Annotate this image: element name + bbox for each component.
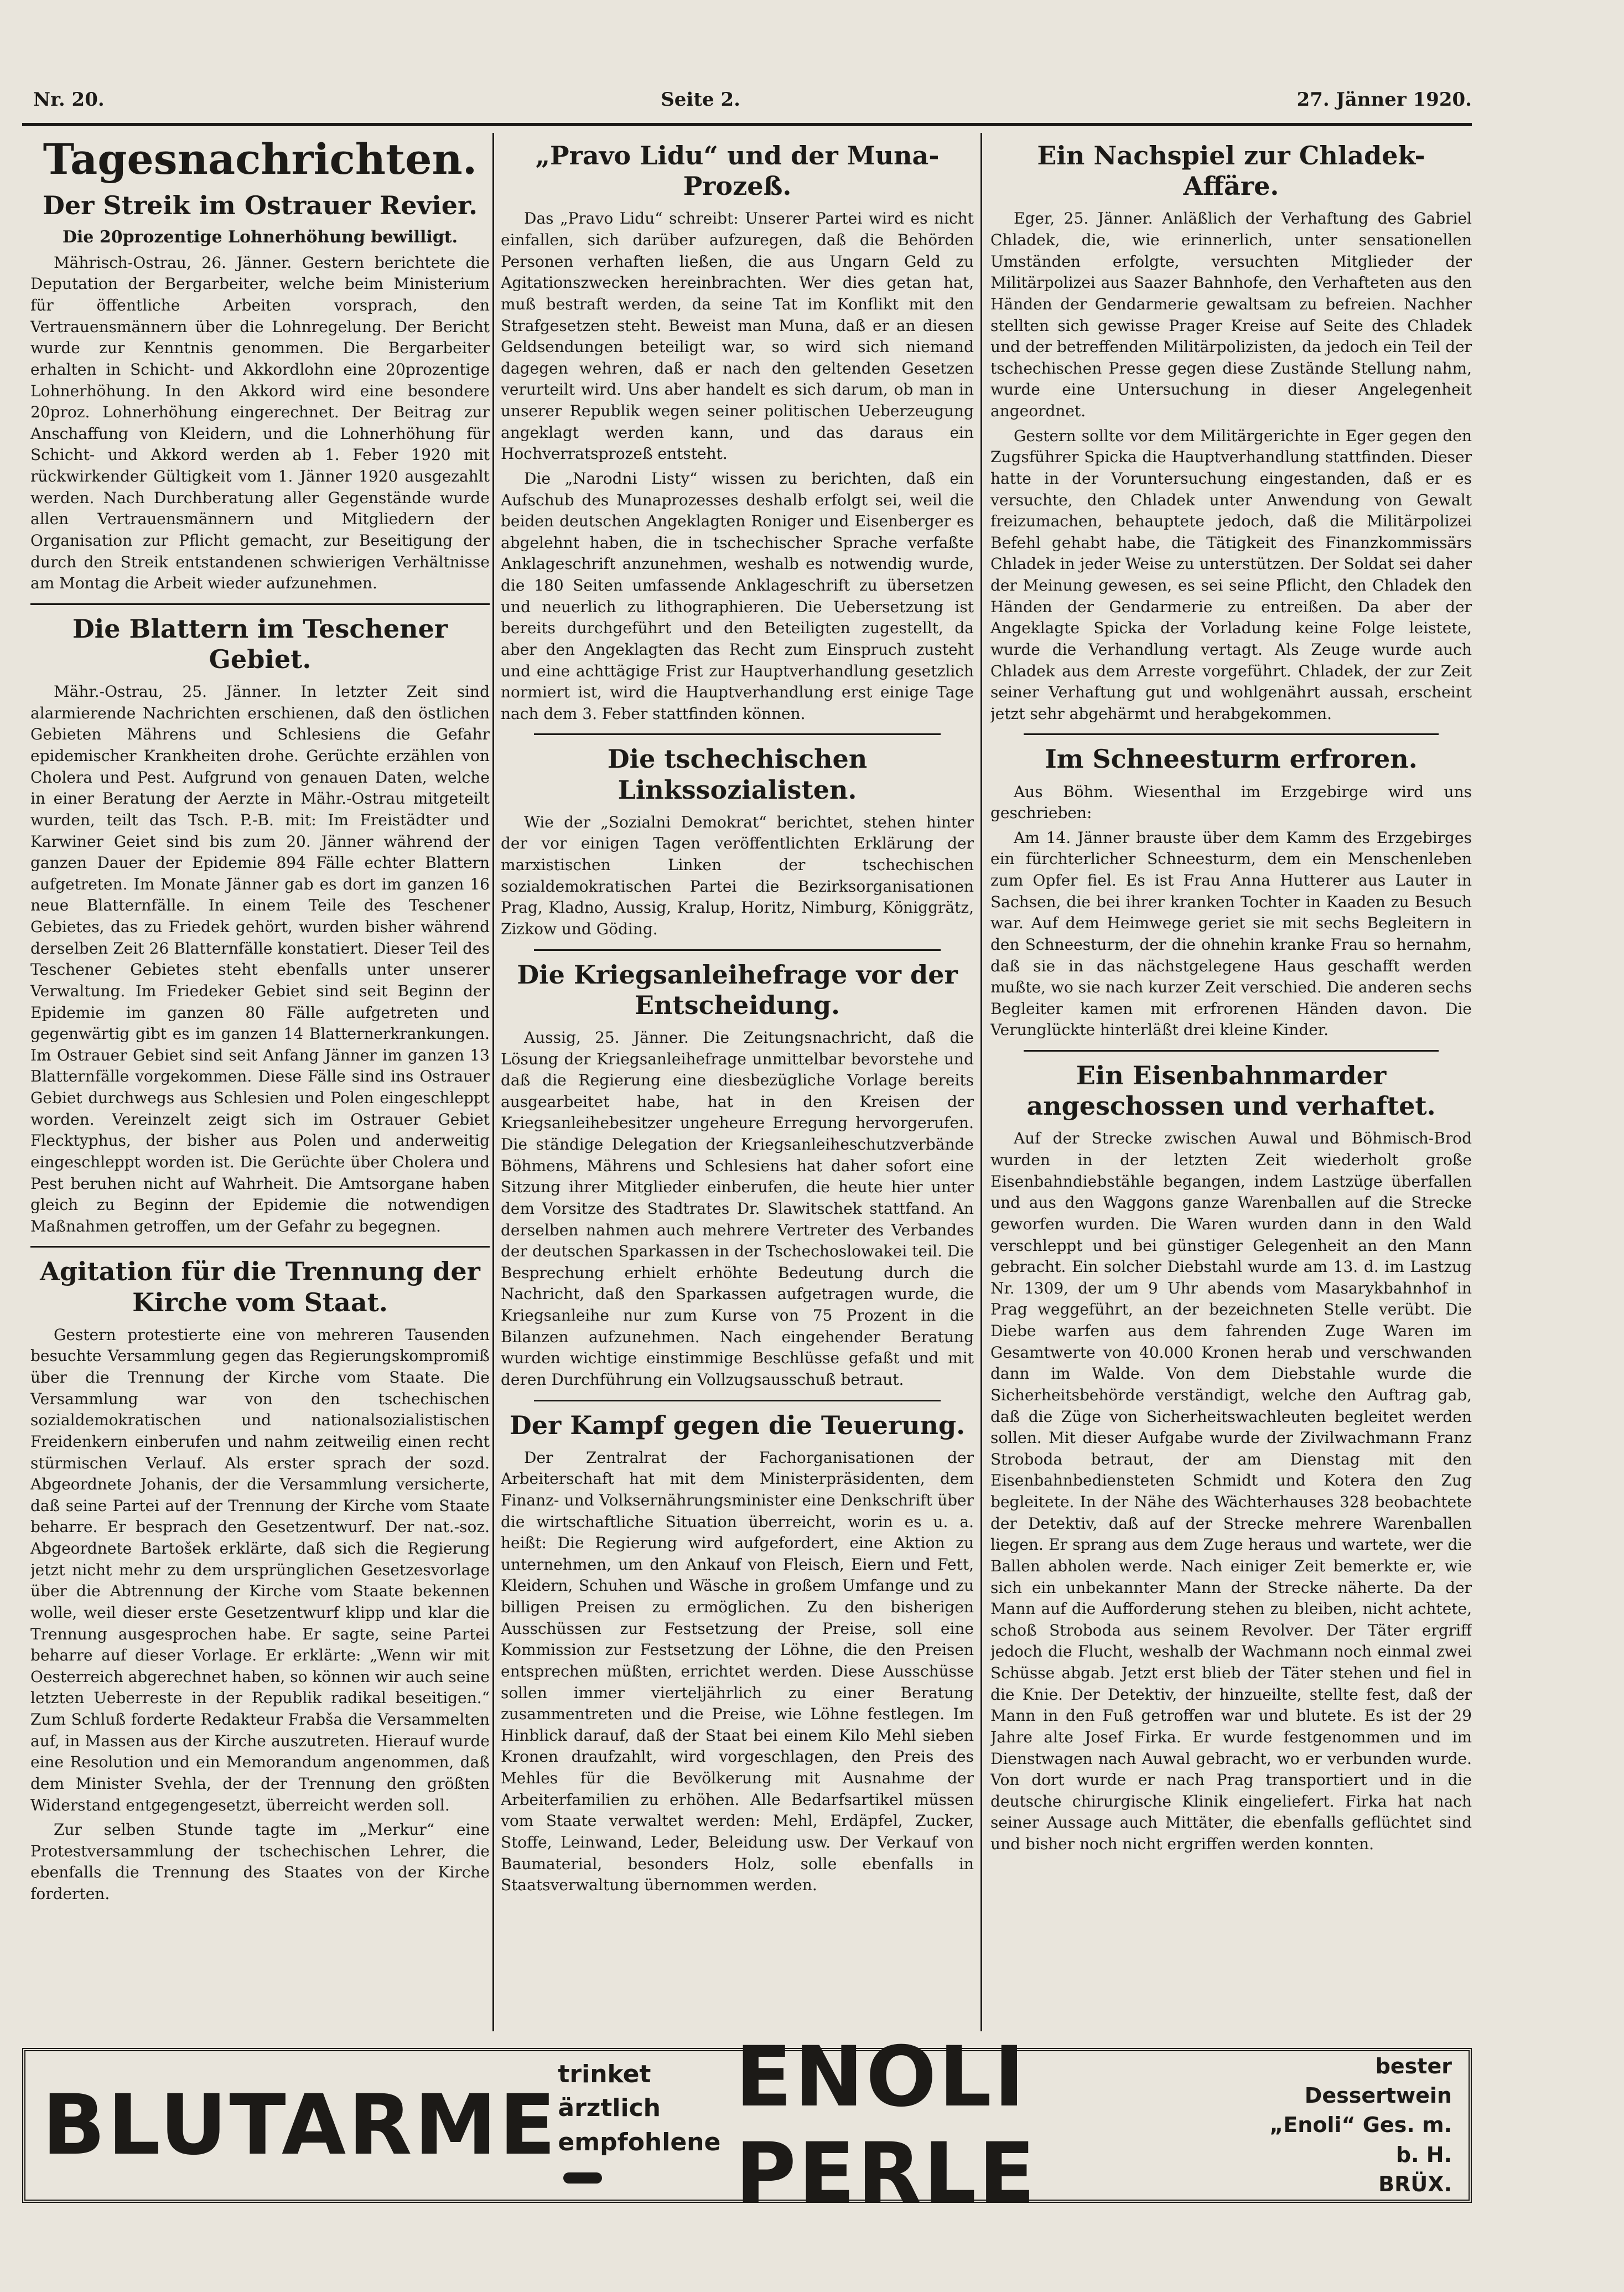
article-title: Im Schneesturm erfroren. bbox=[1045, 744, 1418, 774]
article-separator bbox=[1024, 1050, 1439, 1052]
article-separator bbox=[30, 603, 490, 605]
article-title: Ein Eisenbahnmarder angeschossen und verhaftet. bbox=[1026, 1060, 1436, 1121]
article-paragraph: Wie der „Sozialni Demokrat“ berichtet, stehen hinter der vor einigen Tagen veröffentlichten Erklärung der marxistischen Linken der tschechischen sozialdemokratischen Partei die Bezirksorganisationen Prag, Kladno, Aussig, Kralup, Horitz, Nimburg, Königgrätz, Zizkow und Göding. bbox=[501, 813, 974, 938]
ad-product-name: ENOLI PERLE bbox=[735, 2029, 1037, 2222]
ad-company-line: „Enoli“ Ges. m. b. H. bbox=[1269, 2113, 1452, 2167]
article-subtitle: Die 20prozentige Lohnerhöhung bewilligt. bbox=[62, 227, 458, 247]
article-paragraph: Eger, 25. Jänner. Anläßlich der Verhaftung des Gabriel Chladek, die, wie erinnerlich, unter sensationellen Umständen erfolgte, versuchten Mitglieder der Militärpolizei aus Saazer Bahnhofe, den Verhafteten aus den Händen der Gendarmerie gewaltsam zu befreien. Nachher stellten sich gewisse Prager Kreise auf Seite des Chladek und der betreffenden Militärpolizisten, da jedoch ein Teil der tschechischen Presse gegen diese Zustände Stellung nahm, wurde eine Untersuchung in dieser Angelegenheit angeordnet. bbox=[990, 209, 1472, 420]
ad-company bbox=[1249, 2052, 1452, 2199]
advertisement-banner bbox=[22, 2029, 1472, 2222]
article-paragraph: Das „Pravo Lidu“ schreibt: Unserer Partei wird es nicht einfallen, sich darüber aufzuregen, daß die Behörden Personen verhaften ließen, die aus Ungarn Geld zu Agitationszwecken hereinbrachten. Wer dies getan hat, muß bestraft werden, da seine Tat im Konflikt mit den Strafgesetzen steht. Beweist man Muna, daß er an diesen Geldsendungen beteiligt war, so wird sich niemand dagegen wehren, daß er nach den geltenden Gesetzen verurteilt wird. Uns aber handelt es sich darum, ob man in unserer Republik wegen seiner politischen Ueberzeugung angeklagt werden kann, und das daraus ein Hochverratsprozeß entsteht. bbox=[501, 209, 974, 463]
article-separator bbox=[534, 949, 941, 951]
issue-number: Nr. 20. bbox=[33, 89, 105, 111]
article-paragraph: Mährisch-Ostrau, 26. Jänner. Gestern berichtete die Deputation der Bergarbeiter, welche beim Ministerium für öffentliche Arbeiten vorsprach, den Vertrauensmännern über die Lohnregelung. Der Bericht wurde zur Kenntnis genommen. Die Bergarbeiter erhalten in Schicht- und Akkordlohn eine 20prozentige Lohnerhöhung. In den Akkord wird eine besondere 20proz. Lohnerhöhung eingerechnet. Der Beitrag zur Anschaffung von Kleidern, und die Lohnerhöhung für Schicht- und Akkord werden ab 1. Feber 1920 mit rückwirkender Gültigkeit vom 1. Jänner 1920 ausgezahlt werden. Nach Durchberatung aller Gegenstände wurde allen Vertrauensmännern und Mitgliedern der Organisation zur Pflicht gemacht, zur Beseitigung der durch den Streik entstandenen schwierigen Verhältnisse am Montag die Arbeit wieder aufzunehmen. bbox=[30, 253, 490, 593]
top-rule bbox=[22, 123, 1472, 126]
article-paragraph: Gestern sollte vor dem Militärgerichte in Eger gegen den Zugsführer Spicka die Hauptverhandlung stattfinden. Dieser hatte in der Voruntersuchung eingestanden, daß er es versuchte, den Chladek unter Anwendung von Gewalt freizumachen, behauptete jedoch, daß die Militärpolizei Befehl gehabt habe, die Tätigkeit des Finanzkommissärs Chladek in jeder Weise zu unterstützen. Der Soldat sei daher der Meinung gewesen, es sei seine Pflicht, den Chladek den Händen der Gendarmerie zu entreißen. Da aber der Angeklagte Spicka der Vorladung keine Folge leistete, wurde die Verhandlung vertagt. Als Zeuge wurde auch Chladek aus dem Arreste vorgeführt. Chladek, der zur Zeit seiner Verhaftung gut und wohlgenährt aussah, erscheint jetzt sehr abgehärmt und herabgekommen. bbox=[990, 426, 1472, 723]
article-title: Ein Nachspiel zur Chladek-Affäre. bbox=[1037, 141, 1425, 201]
article-title: Die Kriegsanleihefrage vor der Entscheidung. bbox=[517, 959, 958, 1020]
article-title: Die tschechischen Linkssozialisten. bbox=[607, 744, 868, 805]
article-separator bbox=[1024, 733, 1439, 735]
column-2 bbox=[501, 133, 974, 2031]
article-paragraph: Auf der Strecke zwischen Auwal und Böhmisch-Brod wurden in der letzten Zeit wiederholt große Eisenbahndiebstähle begangen, indem Lastzüge überfallen und aus den Waggons ganze Warenballen auf die Strecke geworfen wurden. Die Waren wurden dann in den Wald verschleppt und bei günstiger Gelegenheit an den Mann gebracht. Ein solcher Diebstahl wurde am 13. d. im Lastzug Nr. 1309, der um 9 Uhr abends vom Masarykbahnhof in Prag weggeführt, an der bezeichneten Stelle verübt. Die Diebe warfen aus dem fahrenden Zuge Waren im Gesamtwerte von 40.000 Kronen herab und verschwanden dann im Walde. Von dem Diebstahle wurde die Sicherheitsbehörde verständigt, welche den Auftrag gab, daß die Züge von Sicherheitswachleuten begleitet werden sollen. Mit dieser Aufgabe wurde der Zivilwachmann Franz Stroboda betraut, der am Dienstag mit den Eisenbahnbediensteten Schmidt und Kotera den Zug begleitete. In der Nähe des Wächterhauses 328 beobachtete der Detektiv, daß auf der Strecke mehrere Warenballen liegen. Er sprang aus dem Zuge heraus und wartete, wer die Ballen abholen werde. Nach einiger Zeit bemerkte er, wie sich ein unbekannter Mann der Strecke näherte. Da der Mann auf die Aufforderung stehen zu bleiben, nicht achtete, schoß Stroboda aus seinem Revolver. Der Täter ergriff jedoch die Flucht, weshalb der Wachmann noch einmal zwei Schüsse abgab. Jetzt erst blieb der Täter stehen und fiel in die Knie. Der Detektiv, der hinzueilte, stellte fest, daß der Mann in den Fuß getroffen war und blutete. Es ist der 29 Jahre alte Josef Firka. Er wurde festgenommen und im Dienstwagen nach Auwal gebracht, wo er verbunden wurde. Von dort wurde er nach Prag transportiert und in die deutsche chirurgische Klinik eingeliefert. Firka hat nach seiner Aussage auch Mittäter, die ebenfalls geflüchtet sind und bisher noch nicht ergriffen werden konnten. bbox=[990, 1129, 1472, 1854]
ad-company-line: bester Dessertwein bbox=[1304, 2054, 1452, 2108]
ad-company-line: BRÜX. bbox=[1378, 2171, 1452, 2196]
column-divider bbox=[980, 133, 982, 2031]
column-1 bbox=[30, 133, 490, 2031]
article-title: Der Streik im Ostrauer Revier. bbox=[42, 190, 478, 220]
section-title: Tagesnachrichten. bbox=[43, 134, 478, 184]
page-number: Seite 2. bbox=[661, 89, 741, 111]
article-paragraph: Aussig, 25. Jänner. Die Zeitungsnachricht, daß die Lösung der Kriegsanleihefrage unmittelbar bevorstehe und daß die Regierung eine diesbezügliche Vorlage bereits ausgearbeitet habe, hat in den Kreisen der Kriegsanleihebesitzer ungeheure Erregung hervorgerufen. Die ständige Delegation der Kriegsanleiheschutzverbände Böhmens, Mährens und Schlesiens hat daher sofort eine Sitzung ihrer Mitglieder einberufen, die heute hier unter dem Vorsitze des Stadtrates Dr. Slawitschek stattfand. An derselben nahmen auch mehrere Vertreter des Verbandes der deutschen Sparkassen in der Tschechoslowakei teil. Die Besprechung erhielt erhöhte Bedeutung durch die Nachricht, daß den Sparkassen aufgetragen wurde, die Kriegsanleihe nur zum Kurse von 75 Prozent in die Bilanzen aufzunehmen. Nach eingehender Beratung wurden wichtige einstimmige Beschlüsse gefaßt und mit deren Durchführung ein Vollzugsausschuß betraut. bbox=[501, 1028, 974, 1389]
column-divider bbox=[492, 133, 494, 2031]
article-separator bbox=[534, 1400, 941, 1401]
column-3 bbox=[990, 133, 1472, 2031]
ad-tagline-line: trinket ärztlich bbox=[558, 2060, 661, 2123]
masthead bbox=[33, 77, 1472, 122]
article-title: Die Blattern im Teschener Gebiet. bbox=[72, 613, 448, 674]
pointing-hand-icon bbox=[563, 2172, 602, 2184]
article-paragraph: Der Zentralrat der Fachorganisationen der Arbeiterschaft hat mit dem Ministerpräsidenten, dem Finanz- und Volksernährungsminister eine Denkschrift über die wirtschaftliche Situation überreicht, worin es u. a. heißt: Die Regierung wird aufgefordert, eine Aktion zu unternehmen, um den Ankauf von Fleisch, Eiern und Fett, Kleidern, Schuhen und Wäsche in großem Umfange und zu billigen Preisen zu ermöglichen. Zu den bisherigen Ausschüssen zur Festsetzung der Preise, soll eine Kommission zur Festsetzung der Löhne, die den Preisen entsprechen müßten, errichtet werden. Diese Ausschüsse sollen immer vierteljährlich zu einer Beratung zusammentreten und die Preise, wie Löhne festlegen. Im Hinblick darauf, daß der Staat bei einem Kilo Mehl sieben Kronen draufzahlt, wird vorgeschlagen, den Preis des Mehles für die Bevölkerung mit Ausnahme der Arbeiterfamilien zu erhöhen. Alle Bedarfsartikel müssen vom Staate verwaltet werden: Mehl, Erdäpfel, Zucker, Stoffe, Leinwand, Leder, Beleidung usw. Der Verkauf von Baumaterial, besonders Holz, solle ebenfalls in Staatsverwaltung übernommen werden. bbox=[501, 1448, 974, 1895]
ad-tagline-text: empfohlene bbox=[558, 2128, 721, 2156]
article-title: Agitation für die Trennung der Kirche vom Staat. bbox=[40, 1256, 480, 1317]
article-paragraph: Aus Böhm. Wiesenthal im Erzgebirge wird uns geschrieben: bbox=[990, 782, 1472, 822]
ad-headline: BLUTARME bbox=[42, 2077, 558, 2174]
article-paragraph: Am 14. Jänner brauste über dem Kamm des Erzgebirges ein fürchterlicher Schneesturm, dem ein Menschenleben zum Opfer fiel. Es ist Frau Anna Hutterer aus Lauter in Sachsen, die bei ihrer kranken Tochter in Kaaden zu Besuch war. Auf dem Heimwege geriet sie mit sechs Begleitern in den Schneesturm, der die ohnehin kranke Frau so hernahm, daß sie in das nächstgelegene Haus geschafft werden mußte, wo sie nach kurzer Zeit verschied. Die anderen sechs Begleiter kamen mit erfrorenen Händen davon. Die Verunglückte hinterläßt drei kleine Kinder. bbox=[990, 828, 1472, 1039]
article-title: „Pravo Lidu“ und der Muna-Prozeß. bbox=[535, 141, 940, 201]
article-separator bbox=[30, 1246, 490, 1248]
issue-date: 27. Jänner 1920. bbox=[1296, 89, 1472, 111]
ad-tagline bbox=[558, 2057, 735, 2193]
ad-tagline-line bbox=[558, 2125, 735, 2193]
article-title: Der Kampf gegen die Teuerung. bbox=[509, 1410, 966, 1440]
article-separator bbox=[534, 733, 941, 735]
article-paragraph: Die „Narodni Listy“ wissen zu berichten, daß ein Aufschub des Munaprozesses deshalb erfolgt sei, weil die beiden deutschen Angeklagten Roniger und Eisenberger es abgelehnt haben, die in tschechischer Sprache verfaßte Anklageschrift anzunehmen, weshalb es notwendig wurde, die 180 Seiten umfassende Anklageschrift zu übersetzen und neuerlich zu lithographieren. Die Uebersetzung ist bereits durchgeführt und den Beteiligten zugestellt, da aber den Angeklagten das Recht zum Einspruch zusteht und eine achttägige Frist zur Hauptverhandlung gesetzlich normiert ist, wird die Hauptverhandlung erst einige Tage nach dem 3. Feber stattfinden können. bbox=[501, 469, 974, 723]
article-paragraph: Mähr.-Ostrau, 25. Jänner. In letzter Zeit sind alarmierende Nachrichten erschienen, daß den östlichen Gebieten Mährens und Schlesiens die Gefahr epidemischer Krankheiten drohe. Gerüchte erzählen von Cholera und Pest. Aufgrund von genauen Daten, welche in einer Beratung der Aerzte in Mähr.-Ostrau mitgeteilt wurden, teilt das Tsch. P.-B. mit: Im Freistädter und Karwiner Geiet sind bis zum 20. Jänner während der ganzen Dauer der Epidemie 894 Fälle echter Blattern aufgetreten. Im Monate Jänner gab es dort im ganzen 16 neue Blatternfälle. In einem Teile des Teschener Gebietes, das zu Friedek gehört, wurden bisher während derselben Zeit 26 Blatternfälle konstatiert. Dieser Teil des Teschener Gebietes steht ebenfalls unter unserer Verwaltung. Im Friedeker Gebiet sind seit Beginn der Epidemie im ganzen 80 Fälle aufgetreten und gegenwärtig gibt es im ganzen 14 Blatternerkrankungen. Im Ostrauer Gebiet sind seit Anfang Jänner im ganzen 13 Blatternfälle vorgekommen. Diese Fälle sind ins Ostrauer Gebiet durchwegs aus Schlesien und Polen eingeschleppt worden. Vereinzelt zeigt sich im Ostrauer Gebiet Flecktyphus, der bisher aus Polen und anderweitig eingeschleppt worden ist. Die Gerüchte über Cholera und Pest beruhen nicht auf Wahrheit. Die Amtsorgane haben gleich zu Beginn der Epidemie die notwendigen Maßnahmen getroffen, um der Gefahr zu begegnen. bbox=[30, 682, 490, 1235]
article-paragraph: Zur selben Stunde tagte im „Merkur“ eine Protestversammlung der tschechischen Lehrer, die ebenfalls die Trennung des Staates von der Kirche forderten. bbox=[30, 1820, 490, 1903]
article-paragraph: Gestern protestierte eine von mehreren Tausenden besuchte Versammlung gegen das Regierungskompromiß über die Trennung der Kirche vom Staate. Die Versammlung war von den tschechischen sozialdemokratischen und nationalsozialistischen Freidenkern einberufen und nahm zeitweilig einen recht stürmischen Verlauf. Als erster sprach der sozd. Abgeordnete Johanis, der die Versammlung versicherte, daß seine Partei auf der Trennung der Kirche vom Staate beharre. Er besprach den Gesetzentwurf. Der nat.-soz. Abgeordnete Bartošek erklärte, daß sich die Regierung jetzt nicht mehr zu dem ursprünglichen Gesetzesvorlage über die Abtrennung der Kirche vom Staate bekennen wolle, weil dieser erste Gesetzentwurf klipp und klar die Trennung ausgesprochen habe. Er sagte, seine Partei beharre auf dieser Vorlage. Er erklärte: „Wenn wir mit Oesterreich abgerechnet haben, so können wir auch seine letzten Ueberreste in der Republik radikal beseitigen.“ Zum Schluß forderte Redakteur Frabša die Versammelten auf, in Massen aus der Kirche auszutreten. Hierauf wurde eine Resolution und ein Memorandum angenommen, daß dem Minister Svehla, der der Trennung den größten Widerstand entgegengesetzt, überreicht werden soll. bbox=[30, 1325, 490, 1814]
